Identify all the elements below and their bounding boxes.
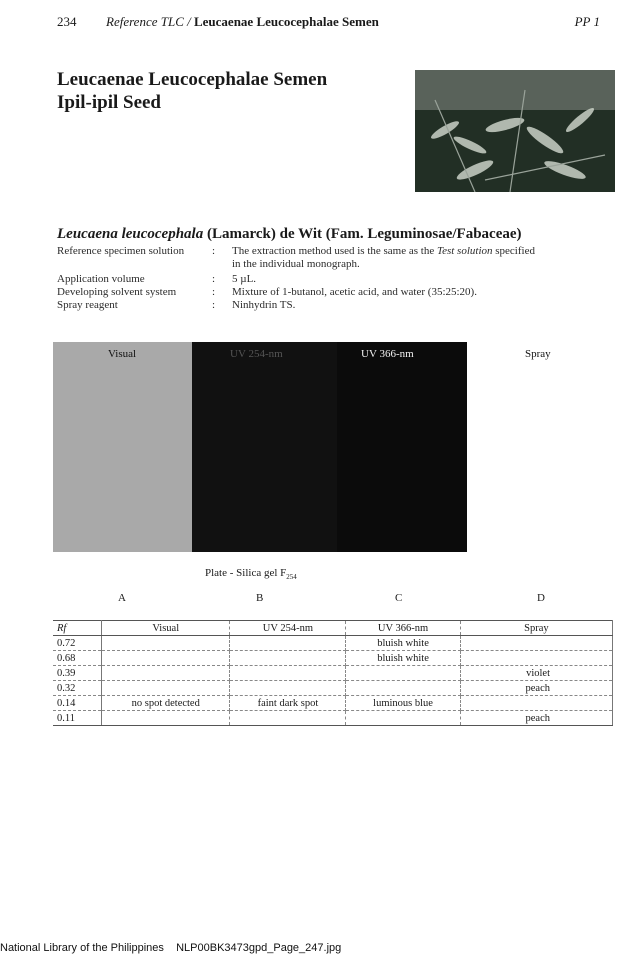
plate-label-uv254: UV 254-nm (230, 348, 283, 360)
page-footer (0, 942, 341, 954)
info-value: Mixture of 1-butanol, acetic acid, and water (35:25:20). (232, 286, 477, 298)
info-key: Spray reagent (57, 299, 118, 311)
info-value: in the individual monograph. (232, 258, 360, 270)
table-row (53, 696, 613, 711)
cell-rf: 0.14 (53, 696, 102, 711)
cell-rf: 0.68 (53, 651, 102, 666)
plate-label-spray: Spray (525, 348, 551, 360)
cell-uv366 (346, 711, 460, 726)
track-label-c: C (395, 592, 403, 604)
cell-spray: peach (460, 681, 612, 696)
cell-uv366 (346, 681, 460, 696)
cell-uv366: bluish white (346, 636, 460, 651)
cell-rf: 0.72 (53, 636, 102, 651)
plate-panel-spray (467, 342, 617, 552)
running-header-ref: Reference TLC / (106, 14, 194, 29)
header-spray: Spray (460, 621, 612, 636)
cell-uv254 (230, 711, 346, 726)
running-header-drug: Leucaenae Leucocephalae Semen (193, 14, 379, 29)
cell-visual (102, 651, 230, 666)
header-rf: Rf (53, 621, 102, 636)
cell-rf: 0.39 (53, 666, 102, 681)
cell-visual (102, 636, 230, 651)
footer-filename: NLP00BK3473gpd_Page_247.jpg (176, 942, 342, 954)
plate-panel-uv366 (337, 342, 467, 552)
cell-uv366: bluish white (346, 651, 460, 666)
cell-spray (460, 636, 612, 651)
cell-uv254 (230, 666, 346, 681)
cell-uv254: faint dark spot (230, 696, 346, 711)
track-label-d: D (537, 592, 545, 604)
header-visual: Visual (102, 621, 230, 636)
page-title (57, 68, 327, 114)
cell-visual (102, 666, 230, 681)
track-label-b: B (256, 592, 264, 604)
info-key: Developing solvent system (57, 286, 177, 298)
cell-rf: 0.32 (53, 681, 102, 696)
info-colon: : (212, 299, 216, 311)
info-value: The extraction method used is the same as the Test solution specified (232, 245, 535, 257)
table-row (53, 666, 613, 681)
info-value: 5 µL. (232, 273, 257, 285)
plate-caption: Plate - Silica gel $F_{254}$ (205, 567, 297, 582)
title-latin: Leucaenae Leucocephalae Semen (57, 69, 328, 90)
plate-label-visual: Visual (108, 348, 137, 360)
track-label-a: A (118, 592, 126, 604)
species-heading (57, 226, 522, 243)
plate-panel-uv254 (192, 342, 337, 552)
plant-photo-image (415, 70, 615, 192)
cell-visual (102, 681, 230, 696)
cell-spray: peach (460, 711, 612, 726)
cell-uv254 (230, 636, 346, 651)
cell-uv254 (230, 681, 346, 696)
footer-library: National Library of the Philippines (0, 942, 164, 954)
running-header (106, 14, 379, 30)
cell-visual (102, 711, 230, 726)
table-row (53, 681, 613, 696)
info-value: Ninhydrin TS. (232, 299, 296, 311)
cell-spray: violet (460, 666, 612, 681)
table-row (53, 636, 613, 651)
species-authority: (Lamarck) de Wit (Fam. Leguminosae/Fabaceae) (203, 226, 522, 242)
table-row (53, 711, 613, 726)
table-row (53, 651, 613, 666)
info-colon: : (212, 286, 216, 298)
info-colon: : (212, 273, 216, 285)
rf-table (53, 620, 613, 726)
cell-uv366: luminous blue (346, 696, 460, 711)
plate-label-uv366: UV 366-nm (361, 348, 414, 360)
header-uv254: UV 254-nm (230, 621, 346, 636)
title-common: Ipil-ipil Seed (57, 92, 161, 113)
species-name: Leucaena leucocephala (57, 226, 204, 242)
table-header-row (53, 621, 613, 636)
page-number: 234 (57, 14, 77, 29)
info-key: Application volume (57, 273, 145, 285)
cell-uv254 (230, 651, 346, 666)
page-tag: PP 1 (574, 14, 600, 29)
info-key: Reference specimen solution (57, 245, 185, 257)
cell-visual: no spot detected (102, 696, 230, 711)
plate-panel-visual (53, 342, 192, 552)
plant-photo (415, 70, 615, 192)
header-uv366: UV 366-nm (346, 621, 460, 636)
cell-uv366 (346, 666, 460, 681)
cell-rf: 0.11 (53, 711, 102, 726)
info-colon: : (212, 245, 216, 257)
cell-spray (460, 696, 612, 711)
cell-spray (460, 651, 612, 666)
